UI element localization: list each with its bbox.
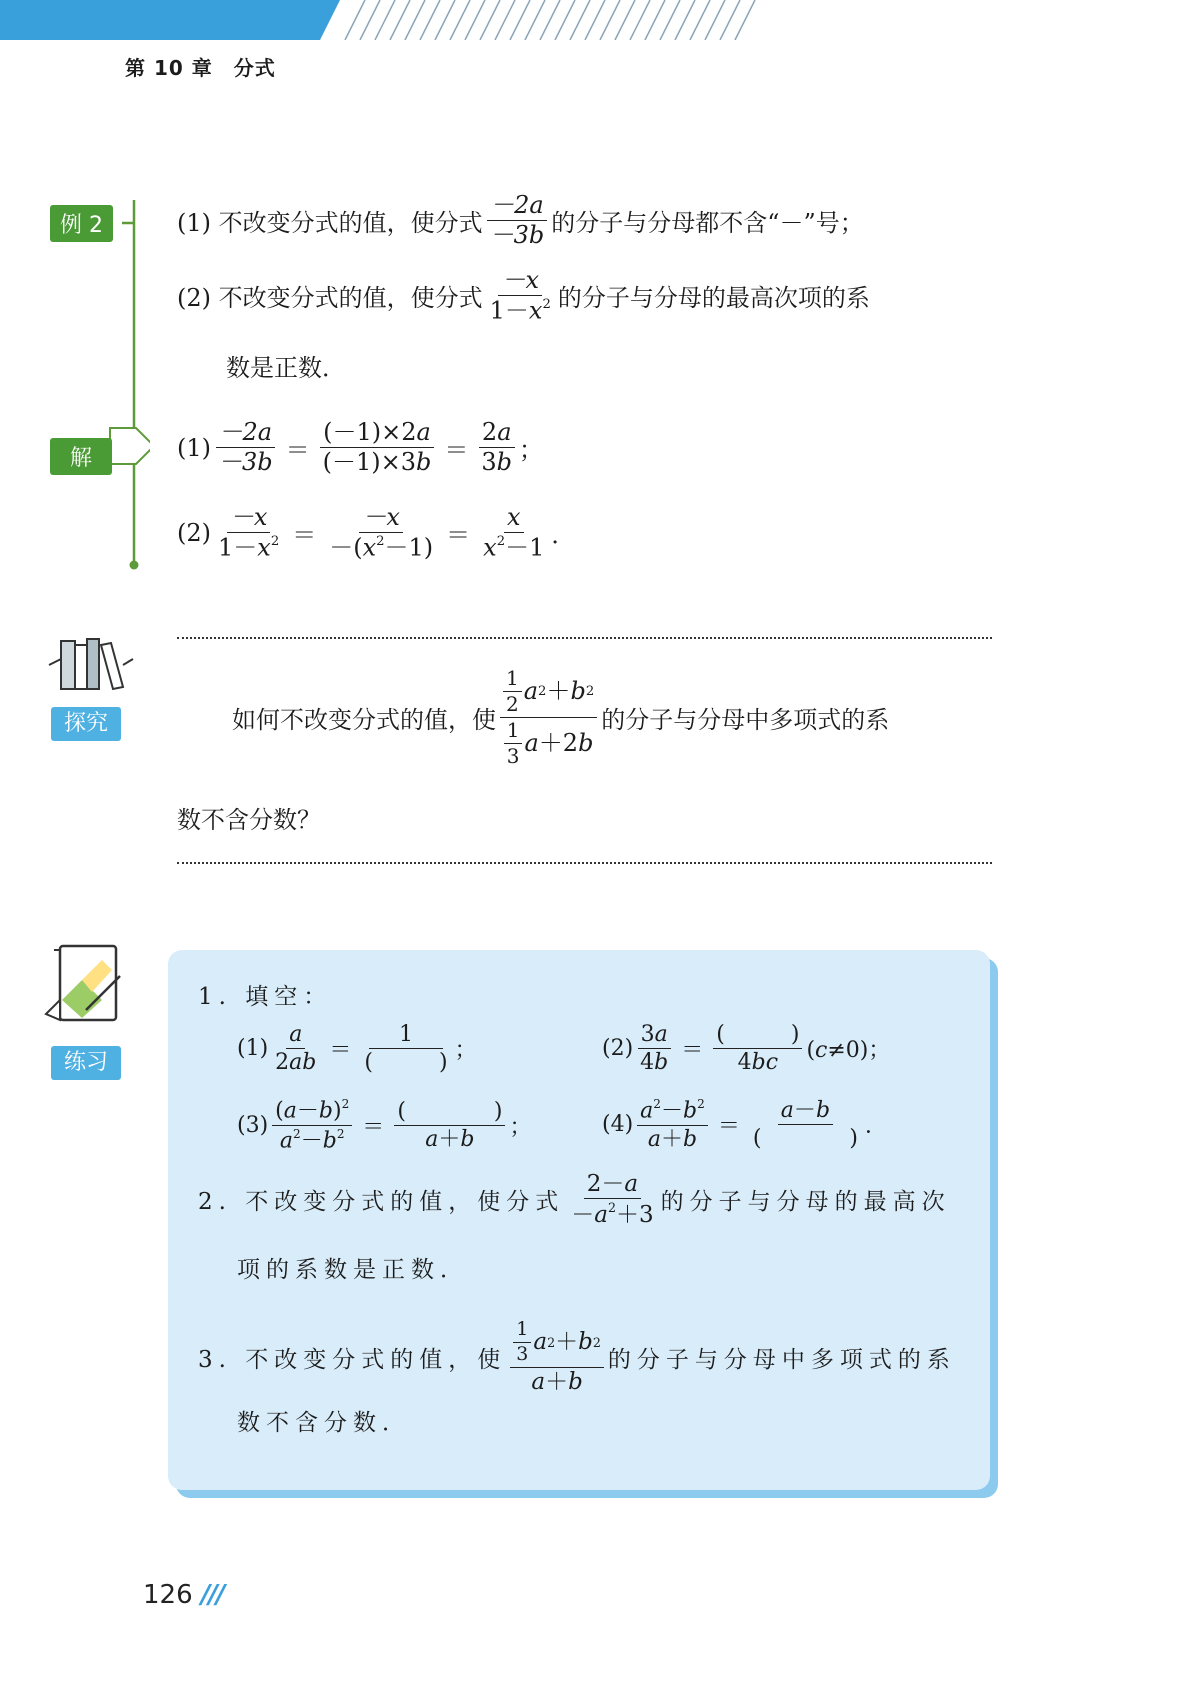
fraction-neg2a-over-neg3b: $\frac{-2a}{-3b}$ (487, 193, 548, 248)
explore-bottom-divider (177, 862, 992, 864)
explore-tail: 的分子与分母中多项式的系 (601, 706, 890, 734)
books-icon (45, 635, 135, 695)
item3-lead: 3. 不改变分式的值，使 (198, 1346, 507, 1373)
practice-label: 练习 (51, 1046, 121, 1080)
fraction-explore: $\frac{1}{2}$ a 2 ＋ b 2 $\frac{1}{3}$ a ＋2 b (500, 668, 597, 767)
fill-blank-2: (2) $\frac{3a}{4b}$ ＝ $\frac{( )}{4bc}$ (c≠0)； (602, 1022, 891, 1076)
page-number (143, 1580, 223, 1610)
fraction-negx-over-1-minus-x2: $\frac{-x}{1-x^2}$ (489, 266, 551, 325)
explore-continuation: 数不含分数？ (177, 806, 321, 834)
practice-item-3 (198, 1320, 956, 1394)
fill-blank-1: (1) $\frac{a}{2ab}$ ＝ $\frac{1}{( )}$ ； (237, 1022, 477, 1076)
q2-continuation: 数是正数． (226, 354, 346, 382)
example-tag: 例 2 (50, 205, 113, 242)
solution-tag: 解 (50, 438, 112, 475)
fraction-item3: $\frac{1}{3}$ a 2 ＋ b 2 a＋b (510, 1320, 604, 1394)
chapter-title: 第 10 章 分式 (125, 56, 276, 80)
exercise-book-icon (42, 940, 132, 1030)
q2-tail: 的分子与分母的最高次项的系 (557, 284, 870, 313)
fill-blank-4: (4) $\frac{a^2-b^2}{a+b}$ ＝ $\frac{a-b}{( )}$ ． (602, 1097, 888, 1152)
practice-item-1: 1. 填空： (198, 984, 333, 1010)
fraction-item2: $\frac{2-a}{-a^2+3}$ (571, 1171, 654, 1229)
solution-1: (1) $\frac{-2a}{-3b}$ ＝ $\frac{(-1)\times 2a}{(-1)\times 3b}$ ＝ $\frac{2a}{3b}$ ； (177, 418, 544, 477)
example-question-2 (177, 268, 870, 324)
explore-top-divider (177, 637, 992, 639)
fill-blank-3: (3) $\frac{(a-b)^2}{a^2-b^2}$ ＝ $\frac{( )}{a+b}$ ； (237, 1097, 532, 1154)
solution-2: (2) $\frac{-x}{1-x^2}$ ＝ $\frac{-x}{-(x^2-1)}$ ＝ $\frac{x}{x^2-1}$ ． (177, 503, 576, 562)
item3-continuation: 数不含分数． (237, 1410, 411, 1436)
q2-lead: (2) 不改变分式的值，使分式 (177, 284, 483, 313)
item2-tail: 的分子与分母的最高次 (660, 1189, 951, 1216)
header-bar (0, 0, 760, 40)
example-timeline (40, 195, 150, 575)
q1-tail: 的分子与分母都不含“－”号； (551, 209, 864, 238)
explore-lead: 如何不改变分式的值，使 (232, 706, 496, 734)
example-question-1 (177, 193, 864, 248)
explore-label: 探究 (51, 707, 121, 741)
item2-continuation: 项的系数是正数． (237, 1257, 469, 1283)
explore-question (232, 668, 889, 767)
page-number-text: 126 (143, 1580, 193, 1610)
item3-tail: 的分子与分母中多项式的系 (607, 1346, 956, 1373)
practice-item-2 (198, 1172, 951, 1227)
item2-lead: 2. 不改变分式的值，使分式 (198, 1189, 565, 1216)
page-number-slashes: /// (200, 1580, 224, 1610)
q1-lead: (1) 不改变分式的值，使分式 (177, 209, 483, 238)
